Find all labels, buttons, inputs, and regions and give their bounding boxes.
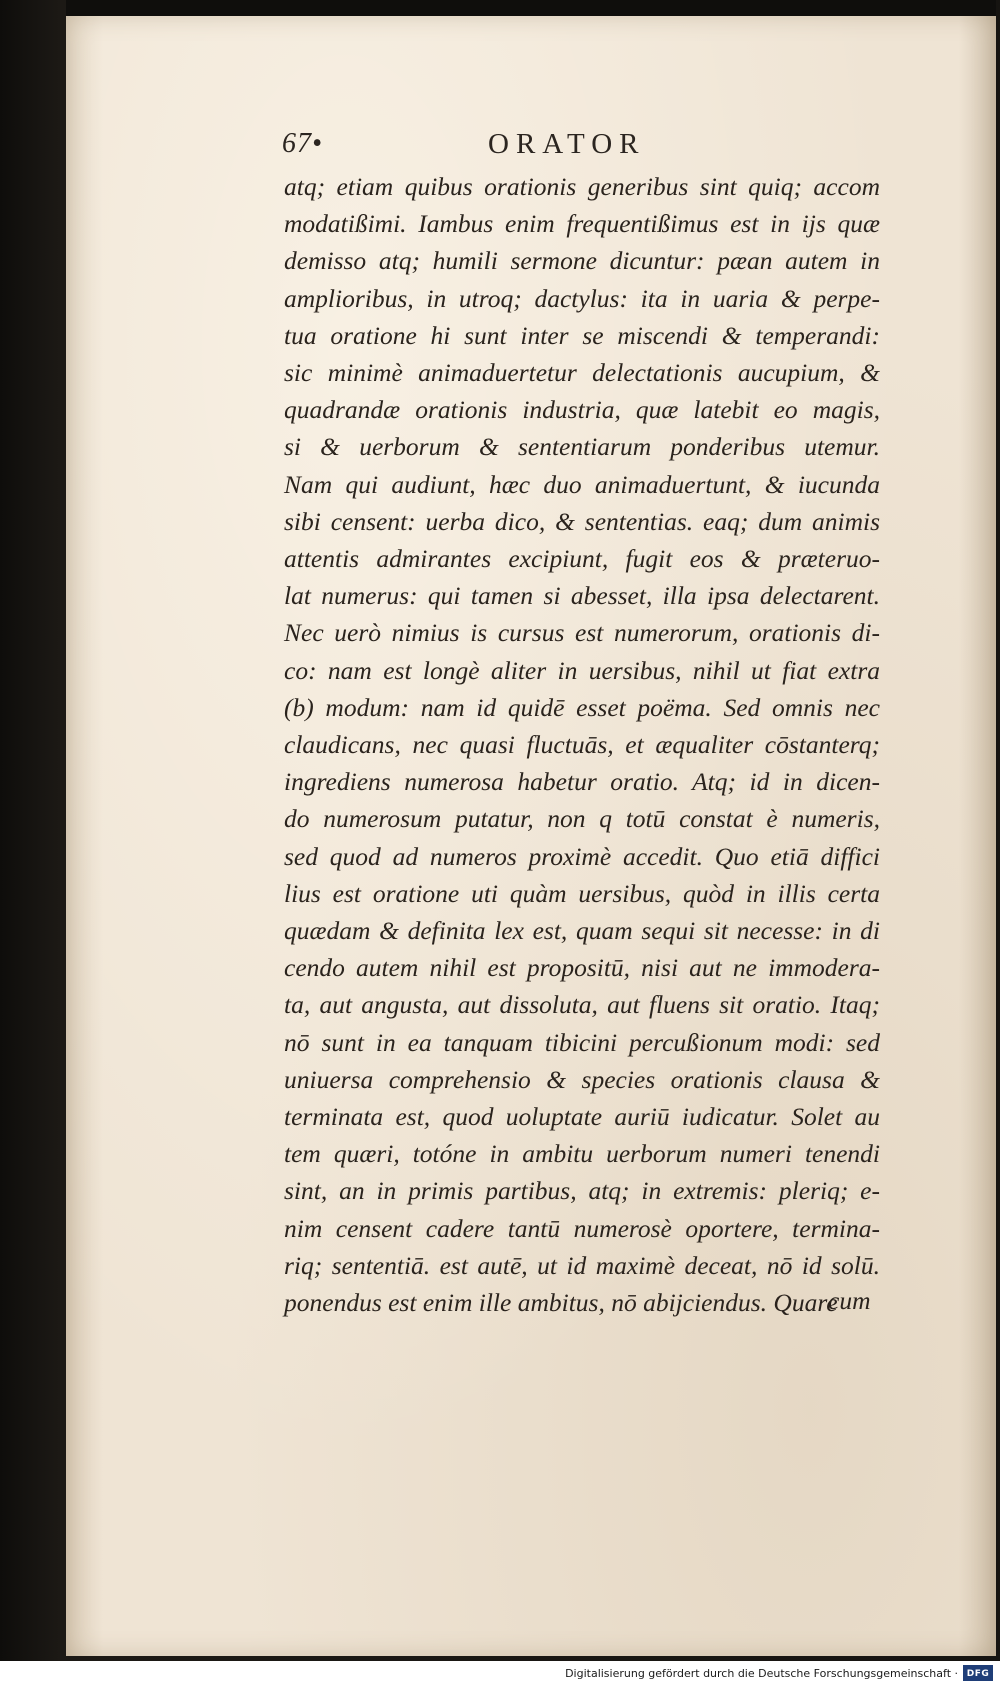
text-line: co: nam est longè aliter in uersibus, nihil ut fiat extra (284, 655, 880, 685)
text-line: sibi censent: uerba dico, & sententias. eaq; dum animis (284, 506, 880, 536)
text-line: nō sunt in ea tanquam tibicini percußionum modi: sed (284, 1027, 880, 1057)
text-line: quadrandæ orationis industria, quæ latebit eo magis, (284, 395, 880, 425)
page-number: 67• (282, 128, 323, 159)
page-top-shadow (66, 0, 996, 16)
text-line: amplioribus, in utroq; dactylus: ita in uaria & perpe- (284, 283, 880, 313)
running-head (282, 128, 882, 164)
text-line: ta, aut angusta, aut dissoluta, aut fluens sit oratio. Itaq; (284, 990, 880, 1020)
text-line: sic minimè animaduertetur delectationis aucupium, & (284, 358, 880, 388)
text-line: nim censent cadere tantū numerosè oportere, termina- (284, 1213, 880, 1243)
dfg-logo-icon: DFG (962, 1664, 994, 1682)
text-line: atq; etiam quibus orationis generibus sint quiq; accom (284, 172, 880, 201)
text-line: ponendus est enim ille ambitus, nō abijciendus. Quare (284, 1288, 838, 1318)
text-line: riq; sententiā. est autē, ut id maximè deceat, nō id solū. (284, 1250, 880, 1280)
text-line: tem quæri, totóne in ambitu uerborum numeri tenendi (284, 1139, 880, 1169)
text-line: cendo autem nihil est propositū, nisi aut ne immodera- (284, 953, 880, 983)
text-line: sint, an in primis partibus, atq; in extremis: pleriq; e- (284, 1176, 880, 1206)
body-text (284, 168, 880, 1321)
text-line: demisso atq; humili sermone dicuntur: pæan autem in (284, 246, 880, 276)
text-line: terminata est, quod uoluptate auriū iudicatur. Solet au (284, 1102, 880, 1132)
text-line: lat numerus: qui tamen si abesset, illa ipsa delectarent. (284, 581, 880, 611)
catchword: cum (828, 1286, 871, 1315)
text-line: lius est oratione uti quàm uersibus, quòd in illis certa (284, 878, 880, 908)
text-line: tua oratione hi sunt inter se miscendi & temperandi: (284, 320, 880, 350)
text-line: attentis admirantes excipiunt, fugit eos & præteruo- (284, 544, 880, 574)
text-line: ingrediens numerosa habetur oratio. Atq; id in dicen- (284, 767, 880, 797)
text-line: quædam & definita lex est, quam sequi sit necesse: in di (284, 916, 880, 946)
text-line: sed quod ad numeros proximè accedit. Quo etiā diffici (284, 841, 880, 871)
text-line: Nam qui audiunt, hæc duo animaduertunt, & iucunda (284, 469, 880, 499)
text-line: modatißimi. Iambus enim frequentißimus est in ijs quæ (284, 209, 880, 239)
text-line: (b) modum: nam id quidē esset poëma. Sed omnis nec (284, 692, 880, 722)
text-line: claudicans, nec quasi fluctuās, et æqualiter cōstanterq; (284, 730, 880, 760)
text-line: Nec uerò nimius is cursus est numerorum, orationis di- (284, 618, 880, 648)
text-line: si & uerborum & sententiarum ponderibus utemur. (284, 432, 880, 462)
digitization-credit: Digitalisierung gefördert durch die Deutsche Forschungsgemeinschaft · (565, 1667, 958, 1680)
text-line: uniuersa comprehensio & species orationis clausa & (284, 1064, 880, 1094)
text-line: do numerosum putatur, non q totū constat è numeris, (284, 804, 880, 834)
running-title: ORATOR (488, 128, 646, 160)
